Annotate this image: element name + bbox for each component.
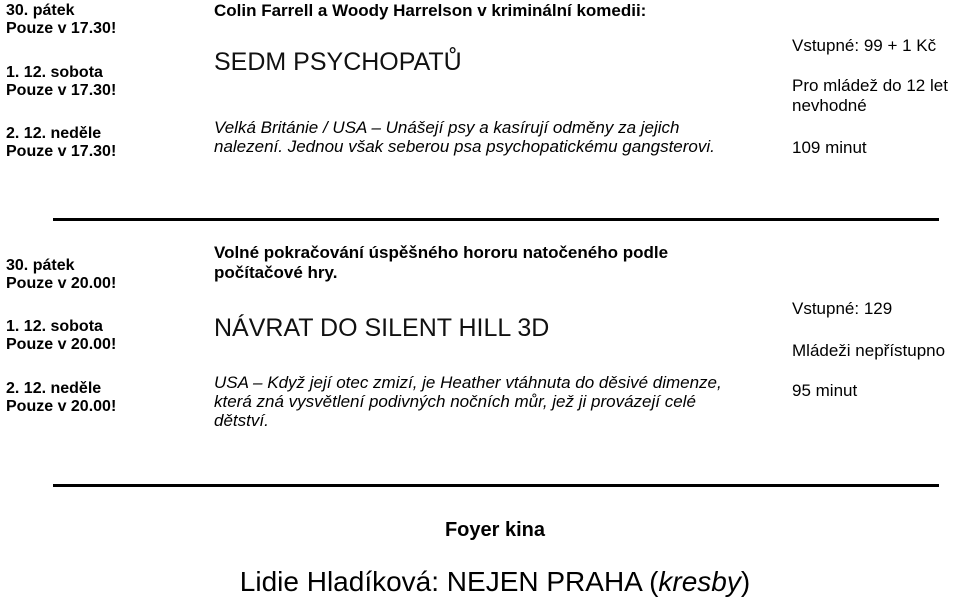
film-price: Vstupné: 99 + 1 Kč [792,36,937,55]
schedule-day-2: 1. 12. sobota [6,64,103,81]
foyer-heading: Foyer kina [444,519,546,541]
film-title: NÁVRAT DO SILENT HILL 3D [214,314,550,342]
film-description-line-3: dětství. [214,411,269,430]
film-title: SEDM PSYCHOPATŮ [214,48,462,76]
film-description-line-2: nalezení. Jednou však seberou psa psychopatickému gangsterovi. [214,137,715,156]
film-intro-line-2: počítačové hry. [214,263,338,282]
divider-1 [53,218,939,221]
schedule-time-3: Pouze v 20.00! [6,398,117,415]
film-intro: Colin Farrell a Woody Harrelson v kriminální komedii: [214,1,647,20]
film-rating: Mládeži nepřístupno [792,341,946,360]
exhibition-closing: ) [740,566,751,597]
film-rating-line-2: nevhodné [792,96,867,115]
exhibition-text: Lidie Hladíková: NEJEN PRAHA ( [239,566,659,597]
schedule-time-1: Pouze v 17.30! [6,20,117,37]
divider-2 [53,484,939,487]
schedule-day-3: 2. 12. neděle [6,380,102,397]
schedule-time-2: Pouze v 17.30! [6,82,117,99]
film-description-line-2: která zná vysvětlení podivných nočních můr, jež ji provázejí celé [214,392,696,411]
schedule-day-3: 2. 12. neděle [6,125,102,142]
schedule-day-1: 30. pátek [6,2,75,19]
film-description-line-1: USA – Když její otec zmizí, je Heather vtáhnuta do děsivé dimenze, [214,373,722,392]
schedule-time-1: Pouze v 20.00! [6,275,117,292]
film-intro-line-1: Volné pokračování úspěšného hororu natočeného podle [214,243,669,262]
exhibition-medium: kresby [658,566,741,597]
film-duration: 109 minut [792,138,867,157]
film-rating-line-1: Pro mládež do 12 let [792,76,948,95]
foyer-exhibition [0,566,959,598]
schedule-day-1: 30. pátek [6,257,75,274]
film-duration: 95 minut [792,381,858,400]
film-price: Vstupné: 129 [792,299,893,318]
schedule-day-2: 1. 12. sobota [6,318,103,335]
schedule-time-2: Pouze v 20.00! [6,336,117,353]
schedule-time-3: Pouze v 17.30! [6,143,117,160]
film-description-line-1: Velká Británie / USA – Unášejí psy a kasírují odměny za jejich [214,118,680,137]
